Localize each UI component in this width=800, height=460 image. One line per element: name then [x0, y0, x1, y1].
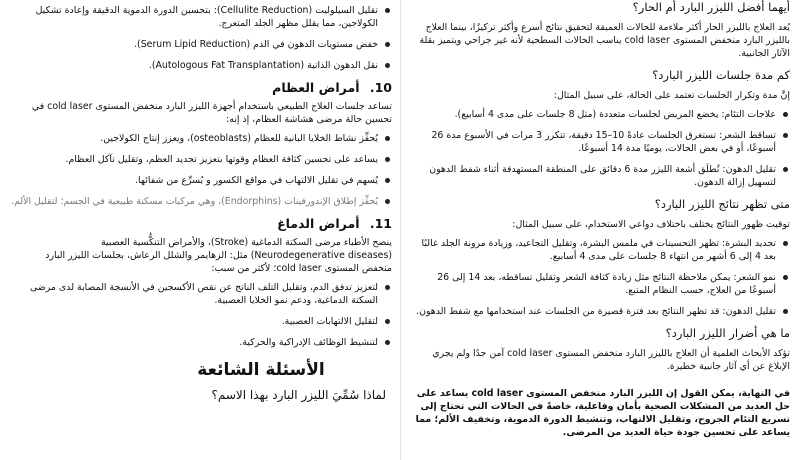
section-11-title: أمراض الدماغ	[277, 216, 360, 231]
results-timing-bullets	[402, 237, 798, 318]
session-duration-intro: إنَّ مدة وتكرار الجلسات تعتمد على الحالة، على سبيل المثال:	[553, 90, 790, 101]
bullet-endorphins: يُحفِّز إطلاق الإندورفينات (Endorphins)، وهي مركبات مسكنة طبيعية في الجسم؛ لتقليل الألم.	[8, 195, 378, 208]
question-results-timing: متى تظهر نتائج الليزر البارد؟	[654, 197, 790, 211]
bullet-cellulite: تقليل السيلوليت (Cellulite Reduction): بتحسين الدورة الدموية الدقيقة وإعادة تشكيل الكولاجين، مما يقلل مظهر الجلد المتعرج.	[8, 4, 378, 30]
faq-question-why-cold: لماذا سُمِّيَ الليزر البارد بهذا الاسم؟	[211, 388, 386, 402]
intro-bullet-list	[2, 4, 400, 72]
bullet-serum-lipid: خفض مستويات الدهون في الدم (Serum Lipid Reduction).	[8, 38, 378, 51]
column-divider	[400, 0, 401, 460]
section-10-number: 10.	[369, 80, 392, 95]
session-duration-bullets	[402, 108, 798, 189]
bullet-blood-flow: لتعزيز تدفق الدم، وتقليل التلف الناتج عن نقص الأكسجين في الأنسجة المصابة لدى مرضى السكتة الدماغية، ودعم نمو الخلايا العصبية.	[8, 281, 378, 307]
bullet-fat-results: تقليل الدهون: قد تظهر النتائج بعد فترة قصيرة من الجلسات عند استخدامها مع شفط الدهون.	[408, 305, 776, 318]
bullet-cognitive-motor: لتنشيط الوظائف الإدراكية والحركية.	[8, 336, 378, 349]
bullet-fracture-healing: يُسهم في تقليل الالتهاب في مواقع الكسور و يُسرِّع من شفائها.	[8, 174, 378, 187]
bullet-hair-growth: نمو الشعر: يمكن ملاحظة النتائج مثل زيادة كثافة الشعر وتقليل تساقطه، بعد 14 إلى 26 أسبوعًا من العلاج، حسب النظام المتبع.	[408, 271, 776, 297]
bullet-neuro-inflammation: لتقليل الالتهابات العصبية.	[8, 315, 378, 328]
section-10-heading	[16, 80, 392, 96]
bullet-skin-rejuvenation: تجديد البشرة: تظهر التحسينات في ملمس البشرة، وتقليل التجاعيد، وزيادة مرونة الجلد غالبًا بعد 4 إلى 6 أشهر من انتهاء 8 جلسات على مدى 4 أسابيع.	[408, 237, 776, 263]
faq-title: الأسئلة الشائعة	[197, 360, 325, 380]
section-11-intro: ينصح الأطباء مرضى السكتة الدماغية (Stroke)، والأمراض التنكُّسية العصبية (Neurodegenerative diseases) مثل: الزهايمر والشلل الرعاش، بجلسات الليزر البارد منخفض المستوى cold laser؛ لأكثر من سبب:	[45, 237, 392, 274]
section-11-bullets	[2, 281, 400, 349]
section-11-number: 11.	[369, 216, 392, 231]
results-timing-intro: توقيت ظهور النتائج يختلف باختلاف دواعي الاستخدام، على سبيل المثال:	[512, 219, 790, 230]
section-10-bullets	[2, 132, 400, 208]
question-best-laser: أيهما أفضل الليزر البارد أم الحار؟	[632, 0, 790, 14]
answer-best-laser: يُعد العلاج بالليزر الحار أكثر ملاءمة للحالات العميقة لتحقيق نتائج أسرع وأكثر تركيزًا، بينما العلاج بالليزر البارد منخفض المستوى cold laser يناسب الحالات السطحية لأنه غير جراحي ويتميز بقلة الآثار الجانبية.	[419, 22, 790, 59]
section-10-intro: تساعد جلسات العلاج الطبيعي باستخدام أجهزة الليزر البارد منخفض المستوى cold laser في تحسين حالة مرضى هشاشة العظام، إذ إنه:	[31, 101, 392, 125]
bullet-osteoblasts: يُحفِّز نشاط الخلايا البانية للعظام (osteoblasts)، ويعزز إنتاج الكولاجين.	[8, 132, 378, 145]
bullet-fat-transplant: نقل الدهون الذاتية (Autologous Fat Transplantation).	[8, 59, 378, 72]
bullet-fat-reduction-sessions: تقليل الدهون: تُطلَق أشعة الليزر مدة 6 دقائق على المنطقة المستهدفة أثناء شفط الدهون لتسهيل إزالة الدهون.	[408, 163, 776, 189]
bullet-bone-density: يساعد على تحسين كثافة العظام وقوتها بتعزيز تجديد العظم، وتقليل تآكل العظام.	[8, 153, 378, 166]
section-10-title: أمراض العظام	[272, 80, 360, 95]
question-side-effects: ما هي أضرار الليزر البارد؟	[665, 326, 790, 340]
conclusion-paragraph: في النهاية، يمكن القول إن الليزر البارد منخفض المستوى cold laser يساعد على حل العديد من المشكلات الصحية بأمان وفاعلية، خاصةً في الحالات التي تحتاج إلى تسريع التئام الجروح، وتقليل الالتهاب، وتنشيط الدورة الدموية، وتخفيف الألم؛ مما يساعد على تحسين جودة حياة العديد من المرضى.	[415, 388, 790, 438]
question-session-duration: كم مدة جلسات الليزر البارد؟	[652, 68, 790, 82]
bullet-healing-sessions: علاجات التئام: يخضع المريض لجلسات متعددة (مثل 8 جلسات على مدى 4 أسابيع).	[408, 108, 776, 121]
answer-side-effects: تؤكد الأبحاث العلمية أن العلاج بالليزر البارد منخفض المستوى cold laser آمن جدًا ولم يجري الإبلاغ عن أي آثار جانبية خطيرة.	[432, 348, 790, 372]
right-column	[402, 0, 798, 460]
left-column	[2, 0, 400, 460]
bullet-hair-loss-sessions: تساقط الشعر: تستغرق الجلسات عادةً 10–15 دقيقة، تتكرر 3 مرات في الأسبوع مدة 26 أسبوعًا، أو في بعض الحالات، يوميًا مدة 14 أسبوعًا.	[408, 129, 776, 155]
section-11-heading	[16, 216, 392, 232]
